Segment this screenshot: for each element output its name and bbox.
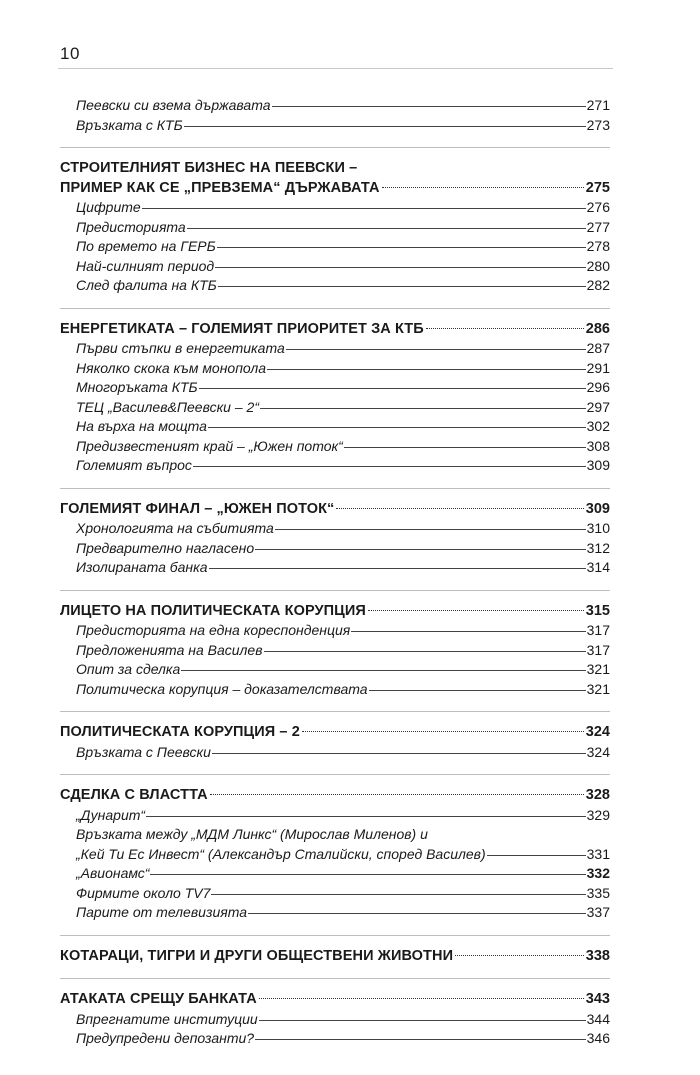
dot-leader xyxy=(382,187,584,188)
dot-leader xyxy=(211,894,585,895)
page-ref: 315 xyxy=(585,602,610,619)
subsection-title: Парите от телевизията xyxy=(76,904,248,920)
page-ref: 278 xyxy=(586,238,610,254)
page-ref: 282 xyxy=(586,277,610,293)
chapter-title: ЕНЕРГЕТИКАТА – ГОЛЕМИЯТ ПРИОРИТЕТ ЗА КТБ xyxy=(60,320,424,337)
chapter-row xyxy=(60,320,610,340)
subsection-title: Връзката между „МДМ Линкс“ (Мирослав Миленов) и xyxy=(76,826,428,842)
subsection-title: „Кей Ти Ес Инвест“ (Александър Сталийски, според Василев) xyxy=(76,845,486,862)
subsection-row xyxy=(60,1029,610,1049)
subsection-row xyxy=(60,417,610,437)
dot-leader xyxy=(181,670,585,671)
chapter-title: СТРОИТЕЛНИЯТ БИЗНЕС НА ПЕЕВСКИ – xyxy=(60,160,358,176)
page-ref: 332 xyxy=(586,865,610,881)
chapter-row xyxy=(60,947,610,967)
toc-section xyxy=(60,711,610,762)
subsection-title: Предупредени депозанти? xyxy=(76,1030,255,1046)
chapter-title: ЛИЦЕТО НА ПОЛИТИЧЕСКАТА КОРУПЦИЯ xyxy=(60,602,366,619)
subsection-row xyxy=(60,825,610,845)
page-ref: 296 xyxy=(586,379,610,395)
page-ref: 297 xyxy=(586,398,610,415)
dot-leader xyxy=(368,610,584,611)
subsection-row xyxy=(60,437,610,457)
subsection-row xyxy=(60,884,610,904)
page-ref: 317 xyxy=(586,622,610,638)
subsection-title: Фирмите около TV7 xyxy=(76,884,211,901)
dot-leader xyxy=(344,447,586,448)
subsection-row xyxy=(60,359,610,379)
subsection-title: Хронологията на събитията xyxy=(76,520,274,536)
page-ref: 286 xyxy=(585,320,610,337)
chapter-row xyxy=(60,159,610,179)
subsection-title: На върха на мощта xyxy=(76,418,207,434)
subsection-row xyxy=(60,864,610,884)
chapter-row xyxy=(60,786,610,806)
subsection-row xyxy=(60,660,610,680)
dot-leader xyxy=(150,874,585,875)
page-ref: 321 xyxy=(586,661,610,677)
subsection-row xyxy=(60,680,610,700)
toc-section xyxy=(60,147,610,296)
subsection-title: Впрегнатите институции xyxy=(76,1010,258,1027)
chapter-row xyxy=(60,990,610,1010)
subsection-row xyxy=(60,845,610,865)
chapter-row xyxy=(60,500,610,520)
page-ref: 324 xyxy=(585,724,610,740)
subsection-title: Опит за сделка xyxy=(76,661,181,677)
page-ref: 291 xyxy=(586,359,610,376)
toc-section xyxy=(60,96,610,135)
dot-leader xyxy=(264,651,586,652)
subsection-row xyxy=(60,257,610,277)
dot-leader xyxy=(199,388,586,389)
dot-leader xyxy=(210,794,584,795)
page-number: 10 xyxy=(60,44,80,63)
page-ref: 346 xyxy=(586,1030,610,1046)
dot-leader xyxy=(426,328,584,329)
toc-section xyxy=(60,774,610,923)
dot-leader xyxy=(142,208,586,209)
page-ref: 337 xyxy=(586,904,610,920)
subsection-title: „Дунарит“ xyxy=(76,806,146,823)
chapter-title: СДЕЛКА С ВЛАСТТА xyxy=(60,787,208,803)
page-ref: 321 xyxy=(586,680,610,697)
page-ref: 310 xyxy=(586,520,610,536)
dot-leader xyxy=(255,1039,586,1040)
chapter-row xyxy=(60,723,610,743)
dot-leader xyxy=(260,408,586,409)
dot-leader xyxy=(259,998,584,999)
page-ref: 309 xyxy=(585,500,610,517)
subsection-row xyxy=(60,398,610,418)
chapter-row xyxy=(60,602,610,622)
page-ref: 273 xyxy=(586,116,610,133)
subsection-row xyxy=(60,806,610,826)
subsection-title: Предизвестеният край – „Южен поток“ xyxy=(76,437,343,454)
dot-leader xyxy=(215,267,586,268)
page-ref: 287 xyxy=(586,340,610,356)
subsection-title: Изолираната банка xyxy=(76,559,208,575)
toc-section xyxy=(60,935,610,967)
subsection-row xyxy=(60,539,610,559)
dot-leader xyxy=(208,427,586,428)
dot-leader xyxy=(455,955,584,956)
subsection-title: Предисторията xyxy=(76,218,186,235)
subsection-row xyxy=(60,1010,610,1030)
dot-leader xyxy=(267,369,586,370)
subsection-row xyxy=(60,378,610,398)
dot-leader xyxy=(351,631,585,632)
dot-leader xyxy=(275,529,586,530)
subsection-row xyxy=(60,519,610,539)
subsection-title: Най-силният период xyxy=(76,257,215,274)
subsection-row xyxy=(60,903,610,923)
chapter-title: КОТАРАЦИ, ТИГРИ И ДРУГИ ОБЩЕСТВЕНИ ЖИВОТНИ xyxy=(60,947,454,964)
dot-leader xyxy=(272,106,586,107)
subsection-row xyxy=(60,116,610,136)
page-ref: 309 xyxy=(586,457,610,473)
dot-leader xyxy=(302,731,584,732)
subsection-title: Пеевски си взема държавата xyxy=(76,97,271,113)
subsection-title: Предисторията на една кореспонденция xyxy=(76,622,351,638)
subsection-title: Първи стъпки в енергетиката xyxy=(76,340,285,356)
toc-section xyxy=(60,488,610,578)
dot-leader xyxy=(184,126,586,127)
subsection-title: ТЕЦ „Василев&Пеевски – 2“ xyxy=(76,398,259,415)
page-ref: 329 xyxy=(586,806,610,823)
page-ref: 331 xyxy=(586,845,610,862)
page-ref: 317 xyxy=(586,641,610,658)
dot-leader xyxy=(212,753,586,754)
chapter-row xyxy=(60,179,610,199)
subsection-row xyxy=(60,621,610,641)
page-ref: 328 xyxy=(585,787,610,803)
dot-leader xyxy=(193,466,586,467)
subsection-row xyxy=(60,641,610,661)
subsection-title: Политическа корупция – доказателствата xyxy=(76,680,368,697)
dot-leader xyxy=(487,855,586,856)
dot-leader xyxy=(187,228,586,229)
toc-section xyxy=(60,978,610,1049)
page-ref: 308 xyxy=(586,437,610,454)
dot-leader xyxy=(255,549,586,550)
subsection-title: Предварително нагласено xyxy=(76,539,255,556)
dot-leader xyxy=(259,1020,586,1021)
subsection-title: Няколко скока към монопола xyxy=(76,359,267,376)
dot-leader xyxy=(218,286,586,287)
subsection-title: Връзката с Пеевски xyxy=(76,743,211,760)
page-ref: 271 xyxy=(586,97,610,113)
subsection-title: Многоръката КТБ xyxy=(76,379,198,395)
subsection-row xyxy=(60,237,610,257)
subsection-row xyxy=(60,218,610,238)
subsection-title: Връзката с КТБ xyxy=(76,116,183,133)
dot-leader xyxy=(336,508,583,509)
dot-leader xyxy=(209,568,586,569)
page-ref: 275 xyxy=(585,179,610,196)
chapter-title: ПРИМЕР КАК СЕ „ПРЕВЗЕМА“ ДЪРЖАВАТА xyxy=(60,179,380,196)
page-ref: 324 xyxy=(586,743,610,760)
subsection-row xyxy=(60,198,610,218)
page-ref: 343 xyxy=(585,991,610,1007)
page-ref: 276 xyxy=(586,199,610,215)
subsection-row xyxy=(60,339,610,359)
subsection-title: „Авионамс“ xyxy=(76,865,150,881)
page-ref: 277 xyxy=(586,218,610,235)
subsection-row xyxy=(60,96,610,116)
page-ref: 335 xyxy=(586,884,610,901)
page-ref: 280 xyxy=(586,257,610,274)
header-divider xyxy=(58,68,613,69)
page-ref: 314 xyxy=(586,559,610,575)
page-ref: 302 xyxy=(586,418,610,434)
toc-section xyxy=(60,590,610,700)
dot-leader xyxy=(146,816,586,817)
chapter-title: ПОЛИТИЧЕСКАТА КОРУПЦИЯ – 2 xyxy=(60,724,300,740)
subsection-row xyxy=(60,743,610,763)
page-ref: 312 xyxy=(586,539,610,556)
subsection-row xyxy=(60,558,610,578)
toc-section xyxy=(60,308,610,476)
subsection-title: След фалита на КТБ xyxy=(76,277,217,293)
dot-leader xyxy=(217,247,586,248)
dot-leader xyxy=(248,913,586,914)
page-ref: 344 xyxy=(586,1010,610,1027)
subsection-row xyxy=(60,456,610,476)
dot-leader xyxy=(286,349,586,350)
chapter-title: АТАКАТА СРЕЩУ БАНКАТА xyxy=(60,991,257,1007)
subsection-row xyxy=(60,276,610,296)
table-of-contents xyxy=(60,96,610,1049)
subsection-title: Големият въпрос xyxy=(76,457,192,473)
chapter-title: ГОЛЕМИЯТ ФИНАЛ – „ЮЖЕН ПОТОК“ xyxy=(60,500,335,517)
page-ref: 338 xyxy=(585,947,610,964)
subsection-title: Цифрите xyxy=(76,199,141,215)
dot-leader xyxy=(369,690,586,691)
subsection-title: По времето на ГЕРБ xyxy=(76,238,216,254)
subsection-title: Предложенията на Василев xyxy=(76,641,263,658)
